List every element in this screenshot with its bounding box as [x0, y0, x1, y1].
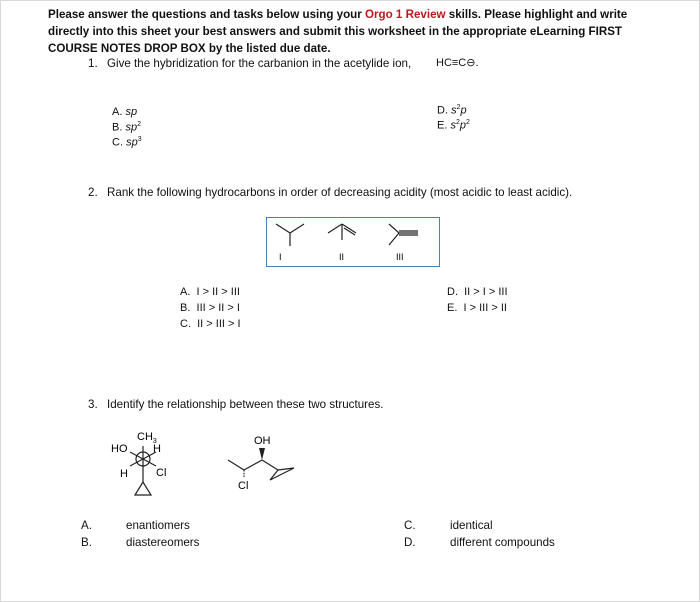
- label-i: I: [279, 252, 282, 262]
- q3-option-d[interactable]: different compounds: [450, 536, 555, 549]
- q3-option-b-letter: B.: [81, 536, 92, 549]
- q3-option-a-letter: A.: [81, 519, 92, 532]
- q3-option-d-letter: D.: [404, 536, 416, 549]
- q1-option-e[interactable]: E. $s^2p^2$: [437, 119, 470, 132]
- q2-option-d[interactable]: D. II > I > III: [447, 286, 508, 298]
- q3-text: Identify the relationship between these two structures.: [107, 398, 384, 411]
- q1-option-c[interactable]: C. $sp^3$: [112, 136, 142, 149]
- q2-number: 2.: [88, 186, 98, 199]
- q2-text: Rank the following hydrocarbons in order of decreasing acidity (most acidic to least acidic).: [107, 186, 573, 199]
- q2-option-c[interactable]: C. II > III > I: [180, 318, 241, 330]
- structure-2-cl: Cl: [238, 480, 249, 492]
- structure-1-h-left: H: [120, 468, 128, 480]
- q2-option-e[interactable]: E. I > III > II: [447, 302, 507, 314]
- structure-1-ho: HO: [111, 443, 128, 455]
- wedge-bond: [259, 448, 265, 460]
- structure-1-ch3: $CH_3$: [137, 431, 157, 445]
- q3-option-a[interactable]: enantiomers: [126, 519, 190, 532]
- instructions-part1: Please answer the questions and tasks below using your: [48, 8, 365, 21]
- q1-number: 1.: [88, 57, 98, 70]
- q1-text: Give the hybridization for the carbanion in the acetylide ion,: [107, 57, 412, 70]
- label-ii: II: [339, 252, 345, 262]
- q2-option-a[interactable]: A. I > II > III: [180, 286, 240, 298]
- q3-option-c-letter: C.: [404, 519, 416, 532]
- q2-option-b[interactable]: B. III > II > I: [180, 302, 240, 314]
- label-iii: III: [396, 252, 404, 262]
- structure-1-cl: Cl: [156, 467, 167, 479]
- q1-option-d[interactable]: D. $s^2p$: [437, 104, 467, 117]
- structure-2: [228, 460, 294, 480]
- structure-2-oh: OH: [254, 435, 271, 447]
- acetylide-formula: HC≡C⊖.: [436, 57, 479, 69]
- q3-number: 3.: [88, 398, 98, 411]
- orgo-review-highlight: Orgo 1 Review: [365, 8, 446, 21]
- q3-option-c[interactable]: identical: [450, 519, 493, 532]
- structure-1-h-top: H: [153, 443, 161, 455]
- q1-option-a[interactable]: A. sp: [112, 106, 138, 118]
- q3-option-b[interactable]: diastereomers: [126, 536, 200, 549]
- q1-option-b[interactable]: B. $sp^2$: [112, 121, 141, 134]
- instructions-part2: skills. Please highlight and write directly into this sheet your best answers and submit this worksheet in the appropriate eLearning FIRST COURSE NOTES DROP BOX by the listed due date.: [48, 8, 628, 55]
